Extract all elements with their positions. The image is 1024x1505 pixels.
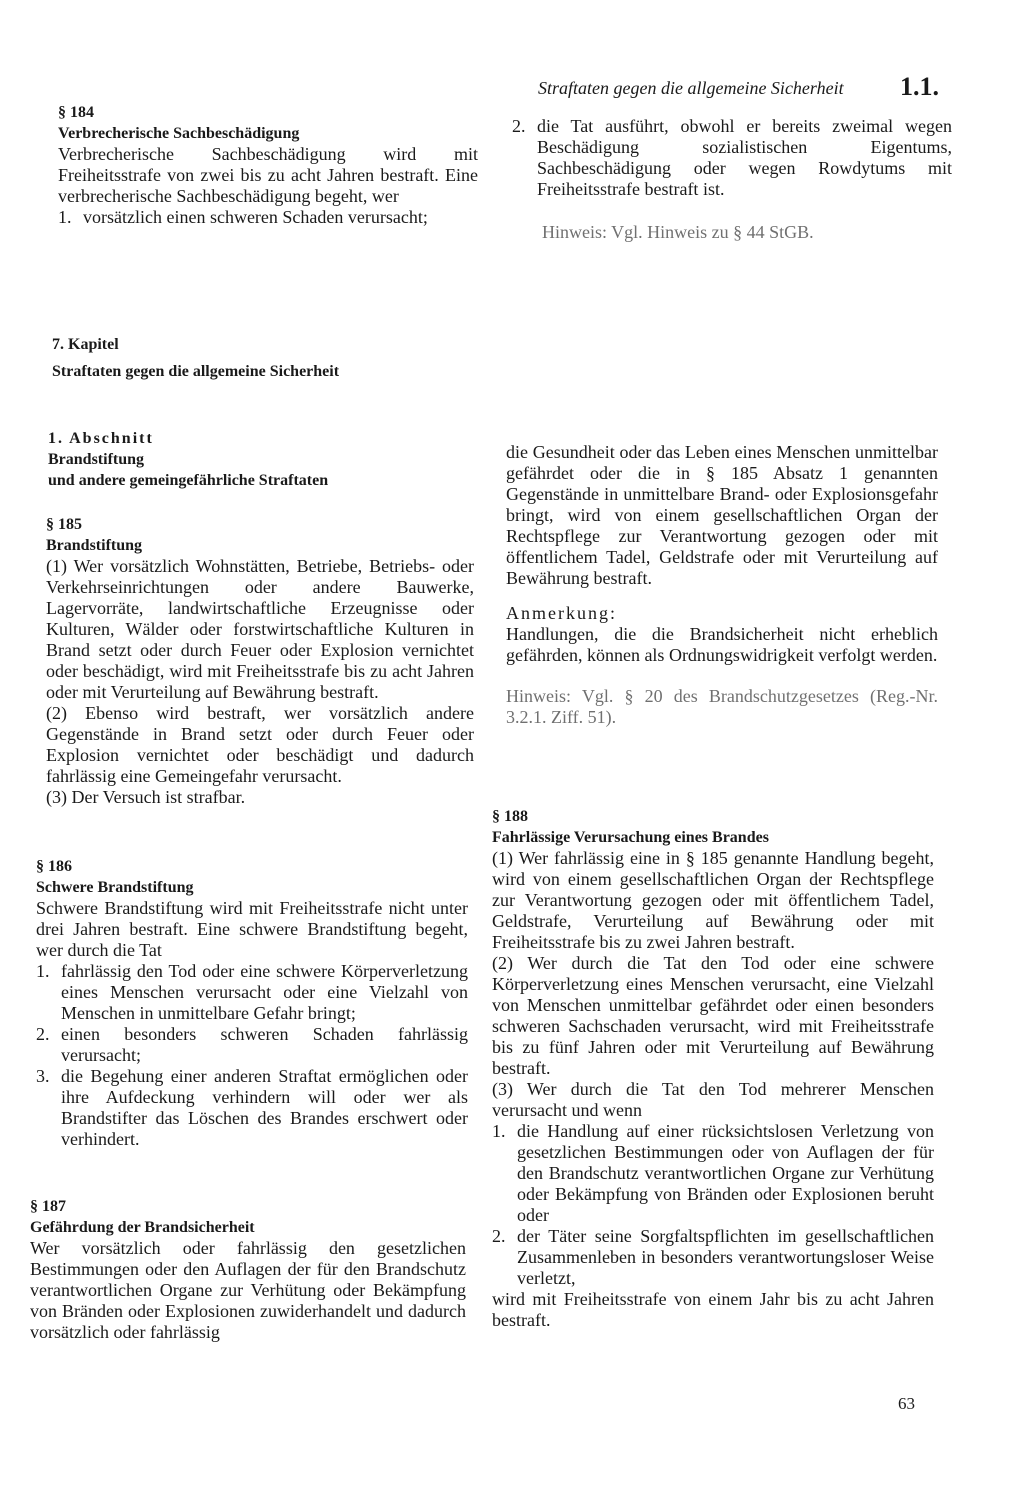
hint-text: Hinweis: Vgl. Hinweis zu § 44 StGB. (542, 222, 814, 242)
section-list (512, 116, 952, 200)
chapter-label: 7. Kapitel (52, 336, 119, 353)
list-text: vorsätzlich einen schweren Schaden verursacht; (83, 207, 428, 227)
section-187-right (506, 442, 938, 728)
section-text: Schwere Brandstiftung wird mit Freiheitsstrafe nicht unter drei Jahren bestraft. Eine schwere Brandstiftung begeht, wer durch die Tat (36, 898, 468, 960)
list-number: 2. (36, 1024, 50, 1044)
section-186 (36, 856, 468, 1150)
section-list (58, 207, 478, 228)
section-number: § 188 (492, 808, 528, 825)
list-text: fahrlässig den Tod oder eine schwere Körperverletzung eines Menschen verursacht oder eine Vielzahl von Menschen in unmittelbare Gefahr bringt; (61, 961, 468, 1023)
note-text: Handlungen, die die Brandsicherheit nicht erheblich gefährden, können als Ordnungswidrigkeit verfolgt werden. (506, 624, 938, 665)
list-item (492, 1121, 934, 1226)
chapter-heading (52, 334, 552, 382)
section-title: Gefährdung der Brandsicherheit (30, 1219, 255, 1236)
section-list (36, 961, 468, 1150)
abschnitt-title-1: Brandstiftung (48, 451, 145, 468)
section-title: Brandstiftung (46, 537, 143, 554)
paragraph-1: (1) Wer fahrlässig eine in § 185 genannte Handlung begeht, wird von einem gesellschaftlichen Organ der Rechtspflege zur Verantwortung gezogen oder mit öffentlichem Tadel, Geldstrafe, Verurteilung auf Bewährung oder mit Freiheitsstrafe bis zu zwei Jahren bestraft. (492, 848, 934, 952)
section-185 (46, 514, 474, 808)
section-number: § 186 (36, 858, 72, 875)
page-number: 63 (898, 1394, 915, 1413)
list-text: einen besonders schweren Schaden fahrlässig verursacht; (61, 1024, 468, 1065)
list-number: 1. (58, 207, 72, 227)
paragraph-2: (2) Wer durch die Tat den Tod oder eine schwere Körperverletzung eines Menschen verursacht, eine Vielzahl von Menschen unmittelbar gefährdet oder einen besonders schweren Sachschaden verursacht, wird mit Freiheitsstrafe bis zu fünf Jahren oder mit Verurteilung auf Bewährung bestraft. (492, 953, 934, 1078)
section-188 (492, 806, 934, 1331)
section-text: Wer vorsätzlich oder fahrlässig den gesetzlichen Bestimmungen oder den Auflagen der für den Brandschutz verantwortlichen Organe zur Verhütung oder Bekämpfung von Bränden oder Explosionen zuwiderhandelt und dadurch vorsätzlich oder fahrlässig (30, 1238, 466, 1342)
section-list (492, 1121, 934, 1289)
list-number: 2. (492, 1226, 506, 1246)
abschnitt-label: 1. Abschnitt (48, 430, 154, 447)
abschnitt-heading (48, 428, 488, 491)
note-label: Anmerkung: (506, 603, 617, 623)
paragraph-1: (1) Wer vorsätzlich Wohnstätten, Betriebe, Betriebs- oder Verkehrseinrichtungen oder andere Bauwerke, Lagervorräte, landwirtschaftliche Erzeugnisse oder Kulturen, Wälder oder forstwirtschaftliche Kulturen in Brand setzt oder durch Feuer oder Explosion vernichtet oder beschädigt, wird mit Freiheitsstrafe bis zu acht Jahren oder mit Verurteilung auf Bewährung bestraft. (46, 556, 474, 702)
list-item (512, 116, 952, 200)
section-number: § 185 (46, 516, 82, 533)
list-number: 3. (36, 1066, 50, 1086)
section-title: Verbrecherische Sachbeschädigung (58, 125, 300, 142)
chapter-number: 1.1. (900, 72, 939, 101)
section-184-right (512, 116, 952, 243)
hint-text: Hinweis: Vgl. § 20 des Brandschutzgesetzes (Reg.-Nr. 3.2.1. Ziff. 51). (506, 686, 938, 727)
running-title: Straftaten gegen die allgemeine Sicherheit (538, 78, 844, 98)
paragraph-3: (3) Wer durch die Tat den Tod mehrerer Menschen verursacht und wenn (492, 1079, 934, 1120)
paragraph-3: (3) Der Versuch ist strafbar. (46, 787, 246, 807)
abschnitt-title-2: und andere gemeingefährliche Straftaten (48, 472, 329, 489)
section-title: Schwere Brandstiftung (36, 879, 194, 896)
list-item (36, 1066, 468, 1150)
chapter-title: Straftaten gegen die allgemeine Sicherheit (52, 363, 340, 380)
list-text: die Begehung einer anderen Straftat ermöglichen oder ihre Aufdeckung verhindern will oder wer als Brandstifter das Löschen des Brandes erschwert oder verhindert. (61, 1066, 468, 1149)
section-number: § 187 (30, 1198, 66, 1215)
paragraph-2: (2) Ebenso wird bestraft, wer vorsätzlich andere Gegenstände in Brand setzt oder durch Feuer oder Explosion vernichtet oder beschädigt und dadurch fahrlässig eine Gemeingefahr verursacht. (46, 703, 474, 786)
section-187-left (30, 1196, 466, 1343)
section-text-continued: die Gesundheit oder das Leben eines Menschen unmittelbar gefährdet oder die in § 185 Absatz 1 genannten Gegenstände in unmittelbare Brand- oder Explosionsgefahr bringt, wird von einem gesellschaftlichen Organ der Rechtspflege zur Verantwortung gezogen oder mit öffentlichem Tadel, Geldstrafe oder mit Verurteilung auf Bewährung bestraft. (506, 442, 938, 588)
list-number: 1. (36, 961, 50, 981)
list-item (36, 1024, 468, 1066)
list-text: die Handlung auf einer rücksichtslosen Verletzung von gesetzlichen Bestimmungen oder von Auflagen der für den Brandschutz verantwortlichen Organe zur Verhütung oder Bekämpfung von Bränden oder Explosionen beruht oder (517, 1121, 934, 1225)
closing-text: wird mit Freiheitsstrafe von einem Jahr bis zu acht Jahren bestraft. (492, 1289, 934, 1330)
list-number: 1. (492, 1121, 506, 1141)
list-number: 2. (512, 116, 526, 136)
list-text: die Tat ausführt, obwohl er bereits zweimal wegen Beschädigung sozialistischen Eigentums, Sachbeschädigung oder wegen Rowdytums mit Freiheitsstrafe bestraft ist. (537, 116, 952, 199)
section-number: § 184 (58, 104, 94, 121)
section-title: Fahrlässige Verursachung eines Brandes (492, 829, 769, 846)
list-item (58, 207, 478, 228)
section-184-left (58, 102, 478, 228)
list-item (36, 961, 468, 1024)
list-text: der Täter seine Sorgfaltspflichten im gesellschaftlichen Zusammenleben in besonders verantwortungsloser Weise verletzt, (517, 1226, 934, 1288)
list-item (492, 1226, 934, 1289)
section-text: Verbrecherische Sachbeschädigung wird mit Freiheitsstrafe von zwei bis zu acht Jahren bestraft. Eine verbrecherische Sachbeschädigung begeht, wer (58, 144, 478, 206)
